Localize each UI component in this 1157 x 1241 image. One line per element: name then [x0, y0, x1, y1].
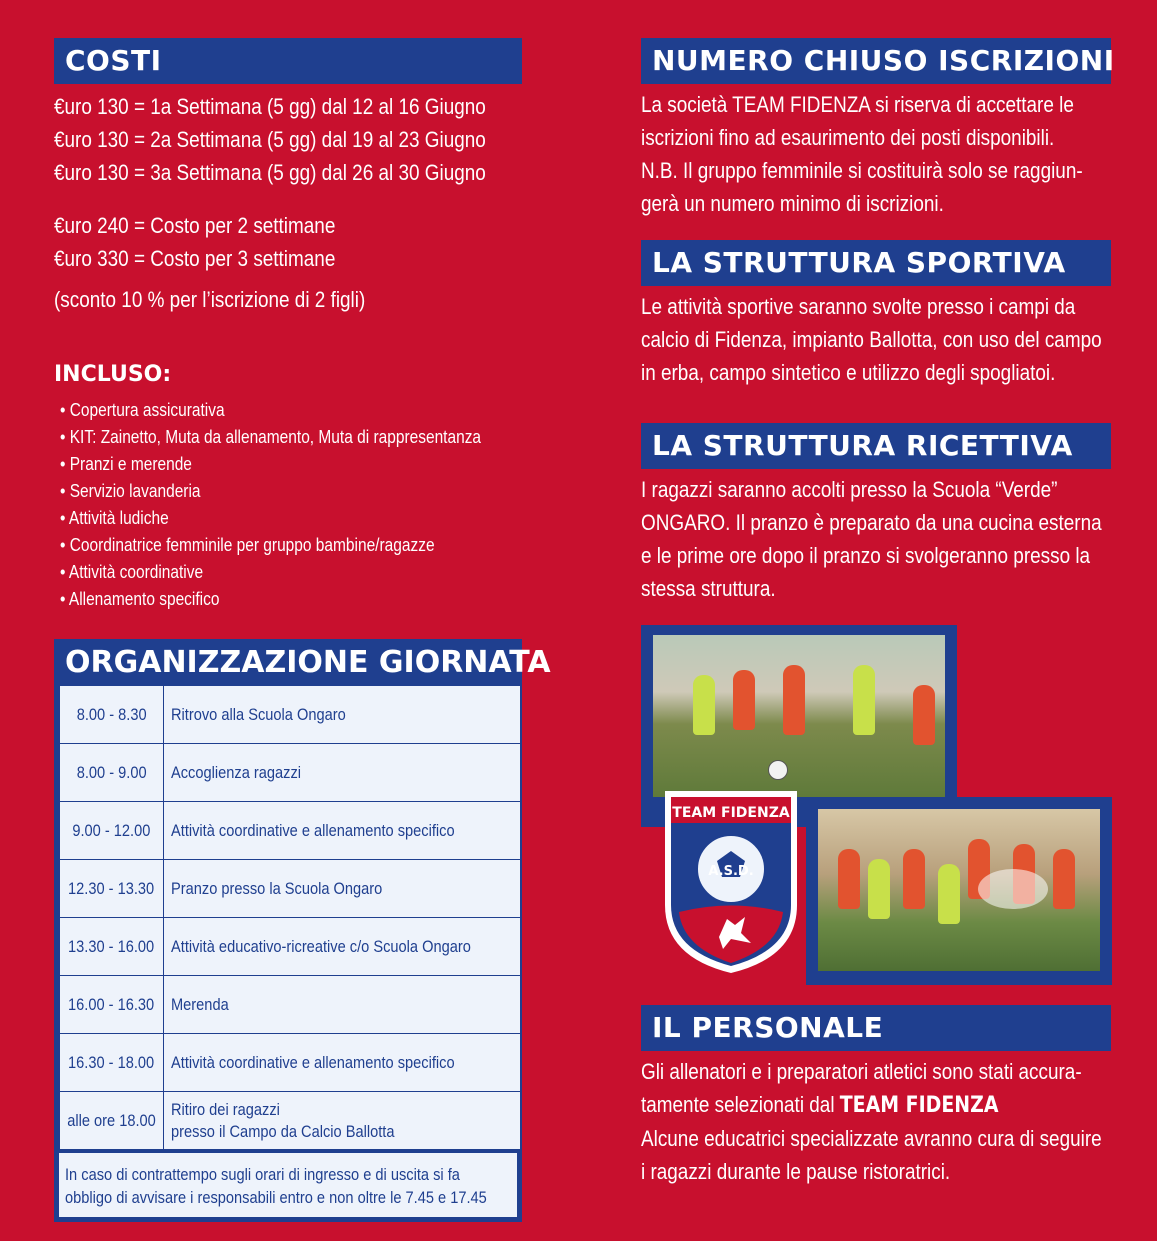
- list-item: • Attività ludiche: [60, 505, 457, 532]
- table-row: [60, 860, 521, 918]
- schedule-activity: Accoglienza ragazzi: [171, 762, 302, 782]
- price-two-weeks: €uro 240 = Costo per 2 settimane: [54, 213, 336, 238]
- schedule-activity: Attività educativo-ricreative c/o Scuola Ongaro: [171, 936, 471, 956]
- list-item: • Copertura assicurativa: [60, 397, 457, 424]
- schedule-activity: Attività coordinative e allenamento specifico: [171, 1052, 455, 1072]
- personale-section: [641, 1005, 1111, 1188]
- list-item: • Coordinatrice femminile per gruppo bambine/ragazze: [60, 532, 457, 559]
- discount-note: (sconto 10 % per l’iscrizione di 2 figli): [54, 287, 366, 312]
- paragraph-line: stessa struttura.: [641, 576, 776, 601]
- list-item: • Attività coordinative: [60, 559, 457, 586]
- personale-text: [641, 1055, 1111, 1188]
- ricettiva-heading: LA STRUTTURA RICETTIVA: [641, 423, 1111, 469]
- paragraph-line: Gli allenatori e i preparatori atletici sono stati accura-: [641, 1059, 1082, 1084]
- list-item: • Pranzi e merende: [60, 451, 457, 478]
- schedule-activity: Pranzo presso la Scuola Ongaro: [171, 878, 383, 898]
- paragraph-line: N.B. Il gruppo femminile si costituirà solo se raggiun-: [641, 158, 1083, 183]
- incluso-heading: INCLUSO:: [54, 362, 172, 387]
- schedule-time: 16.00 - 16.30: [68, 994, 155, 1014]
- schedule-note-line: obbligo di avvisare i responsabili entro e non oltre le 7.45 e 17.45: [65, 1188, 487, 1207]
- schedule-note: [59, 1153, 517, 1217]
- schedule-time: 12.30 - 13.30: [68, 878, 155, 898]
- team-name-emphasis: TEAM FIDENZA: [839, 1093, 999, 1118]
- costi-heading: COSTI: [54, 38, 522, 84]
- price-week-3: €uro 130 = 3a Settimana (5 gg) dal 26 al 30 Giugno: [54, 160, 486, 185]
- schedule-note-line: In caso di contrattempo sugli orari di ingresso e di uscita si fa: [65, 1165, 460, 1184]
- paragraph-line: Le attività sportive saranno svolte presso i campi da: [641, 294, 1076, 319]
- numero-text: [641, 88, 1111, 220]
- personale-heading: IL PERSONALE: [641, 1005, 1111, 1051]
- paragraph-line-team: [641, 1088, 1045, 1122]
- paragraph-line: e le prime ore dopo il pranzo si svolgeranno presso la: [641, 543, 1091, 568]
- photo-collage: [641, 625, 1111, 1005]
- list-item: • KIT: Zainetto, Muta da allenamento, Muta di rappresentanza: [60, 424, 457, 451]
- schedule-activity: Ritiro dei ragazzi: [171, 1099, 280, 1119]
- schedule-time: 13.30 - 16.00: [68, 936, 155, 956]
- ricettiva-section: [641, 423, 1111, 605]
- table-row: [60, 976, 521, 1034]
- paragraph-line: ONGARO. Il pranzo è preparato da una cucina esterna: [641, 510, 1102, 535]
- paragraph-line: i ragazzi durante le pause ristoratrici.: [641, 1159, 951, 1184]
- team-fidenza-crest-icon: [661, 787, 801, 977]
- schedule-activity: Merenda: [171, 994, 229, 1014]
- schedule-activity-detail: presso il Campo da Calcio Ballotta: [171, 1121, 395, 1141]
- table-row: [60, 802, 521, 860]
- price-week-1: €uro 130 = 1a Settimana (5 gg) dal 12 al 16 Giugno: [54, 94, 486, 119]
- schedule-time: 16.30 - 18.00: [68, 1052, 155, 1072]
- paragraph-text: tamente selezionati dal: [641, 1092, 840, 1117]
- list-item: • Servizio lavanderia: [60, 478, 457, 505]
- paragraph-line: calcio di Fidenza, impianto Ballotta, con uso del campo: [641, 327, 1102, 352]
- table-row: [60, 744, 521, 802]
- incluso-list: [54, 397, 522, 613]
- schedule-time: 8.00 - 9.00: [76, 762, 147, 782]
- table-row: [60, 918, 521, 976]
- schedule-time: 8.00 - 8.30: [76, 704, 147, 724]
- list-item: • Allenamento specifico: [60, 586, 457, 613]
- table-row: [60, 1034, 521, 1092]
- price-week-2: €uro 130 = 2a Settimana (5 gg) dal 19 al 23 Giugno: [54, 127, 486, 152]
- crest-initials: A.S.D.: [708, 864, 754, 879]
- sprinkler-play-photo: [806, 797, 1112, 985]
- price-three-weeks: €uro 330 = Costo per 3 settimane: [54, 246, 336, 271]
- numero-heading: NUMERO CHIUSO ISCRIZIONI: [641, 38, 1111, 84]
- costi-weekly-prices: [54, 90, 522, 189]
- paragraph-line: La società TEAM FIDENZA si riserva di accettare le: [641, 92, 1074, 117]
- paragraph-line: gerà un numero minimo di iscrizioni.: [641, 191, 944, 216]
- schedule-activity: Attività coordinative e allenamento specifico: [171, 820, 455, 840]
- costi-multi-week-prices: [54, 209, 522, 275]
- paragraph-line: Alcune educatrici specializzate avranno cura di seguire: [641, 1126, 1102, 1151]
- schedule-table: [59, 685, 521, 1150]
- numero-section: [641, 38, 1115, 220]
- schedule-heading: ORGANIZZAZIONE GIORNATA: [65, 645, 551, 680]
- schedule-time: alle ore 18.00: [67, 1110, 156, 1130]
- schedule-box: [54, 639, 551, 1222]
- sportiva-text: [641, 290, 1111, 389]
- table-row: [60, 686, 521, 744]
- left-column: [54, 38, 551, 1222]
- paragraph-line: I ragazzi saranno accolti presso la Scuola “Verde”: [641, 477, 1058, 502]
- sportiva-heading: LA STRUTTURA SPORTIVA: [641, 240, 1111, 286]
- paragraph-line: in erba, campo sintetico e utilizzo degli spogliatoi.: [641, 360, 1056, 385]
- paragraph-line: iscrizioni fino ad esaurimento dei posti disponibili.: [641, 125, 1055, 150]
- crest-team-name: TEAM FIDENZA: [672, 805, 790, 821]
- schedule-time: 9.00 - 12.00: [72, 820, 151, 840]
- sportiva-section: [641, 240, 1111, 389]
- schedule-activity: Ritrovo alla Scuola Ongaro: [171, 704, 346, 724]
- table-row: [60, 1092, 521, 1150]
- right-column: [641, 38, 1115, 1208]
- ricettiva-text: [641, 473, 1111, 605]
